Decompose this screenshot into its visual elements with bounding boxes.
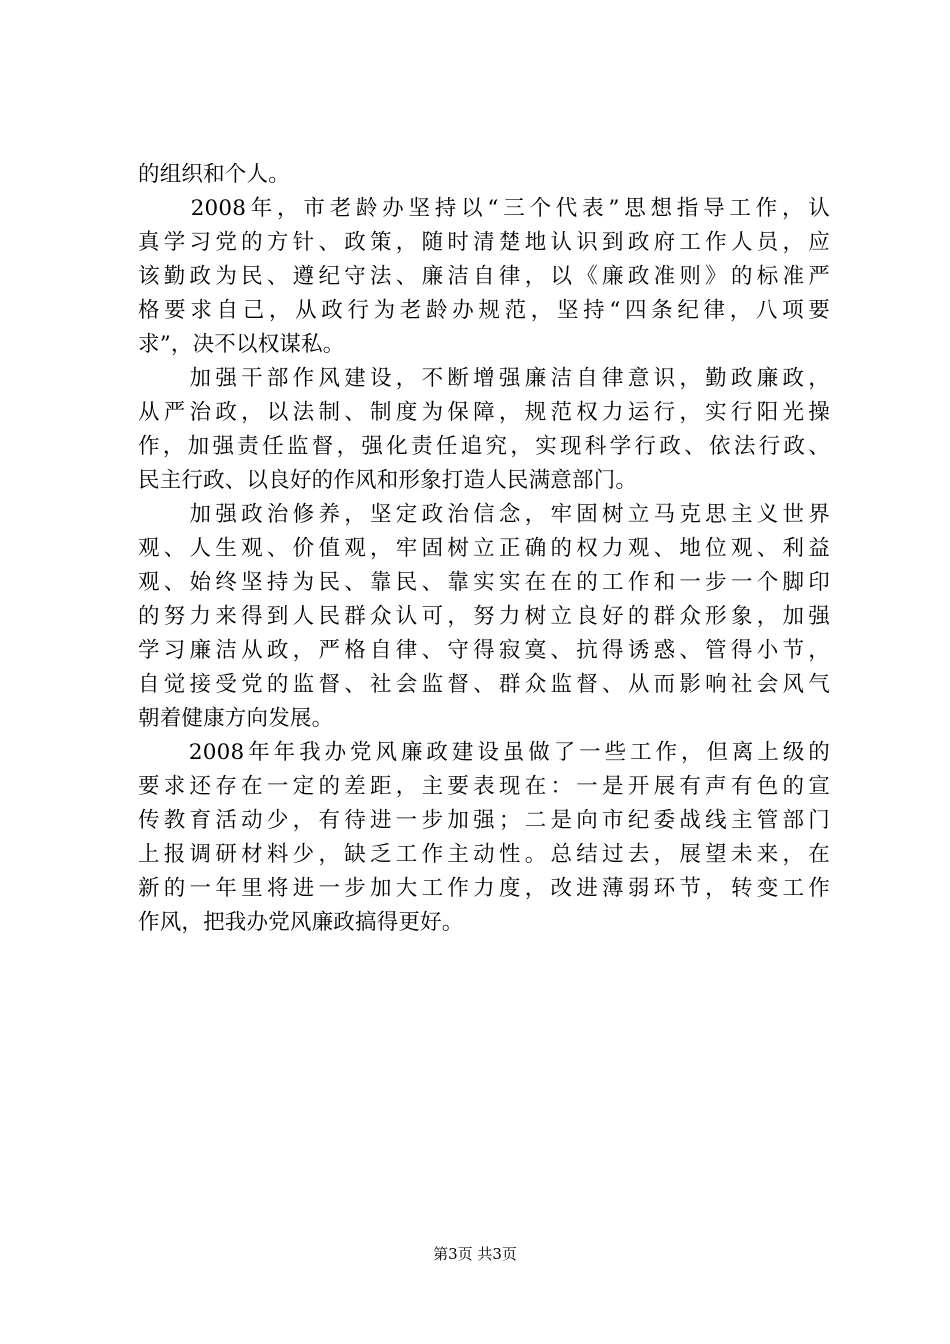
- text-line: 要求还存在一定的差距，主要表现在：一是开展有声有色的宣: [138, 774, 830, 799]
- text-line: 求”，决不以权谋私。: [138, 332, 345, 357]
- text-line: 真学习党的方针、政策，随时清楚地认识到政府工作人员，应: [138, 230, 830, 255]
- document-body: [138, 158, 830, 940]
- text-line: 加强干部作风建设，不断增强廉洁自律意识，勤政廉政，: [138, 366, 830, 391]
- text-line: 格要求自己，从政行为老龄办规范，坚持“四条纪律，八项要: [138, 298, 830, 323]
- text-line: 观、人生观、价值观，牢固树立正确的权力观、地位观、利益: [138, 536, 830, 561]
- text-line: 2008年，市老龄办坚持以“三个代表”思想指导工作，认: [138, 196, 830, 221]
- text-line: 自觉接受党的监督、社会监督、群众监督、从而影响社会风气: [138, 672, 830, 697]
- text-line: 作，加强责任监督，强化责任追究，实现科学行政、依法行政、: [138, 434, 830, 459]
- text-line: 加强政治修养，坚定政治信念，牢固树立马克思主义世界: [138, 502, 830, 527]
- text-line: 民主行政、以良好的作风和形象打造人民满意部门。: [138, 468, 638, 493]
- text-line: 上报调研材料少，缺乏工作主动性。总结过去，展望未来，在: [138, 842, 830, 867]
- text-line: 从严治政，以法制、制度为保障，规范权力运行，实行阳光操: [138, 400, 830, 425]
- page-number-footer: 第3页 共3页: [433, 1245, 517, 1263]
- text-line: 该勤政为民、遵纪守法、廉洁自律，以《廉政准则》的标准严: [138, 264, 830, 289]
- text-line: 观、始终坚持为民、靠民、靠实实在在的工作和一步一个脚印: [138, 570, 830, 595]
- text-line: 传教育活动少，有待进一步加强；二是向市纪委战线主管部门: [138, 808, 830, 833]
- text-line: 的努力来得到人民群众认可，努力树立良好的群众形象，加强: [138, 604, 830, 629]
- text-line: 作风，把我办党风廉政搞得更好。: [138, 910, 464, 935]
- text-line: 的组织和个人。: [138, 162, 290, 187]
- text-line: 新的一年里将进一步加大工作力度，改进薄弱环节，转变工作: [138, 876, 830, 901]
- text-line: 2008年年我办党风廉政建设虽做了一些工作，但离上级的: [138, 740, 830, 765]
- text-line: 朝着健康方向发展。: [138, 706, 334, 731]
- text-line: 学习廉洁从政，严格自律、守得寂寞、抗得诱惑、管得小节，: [138, 638, 830, 663]
